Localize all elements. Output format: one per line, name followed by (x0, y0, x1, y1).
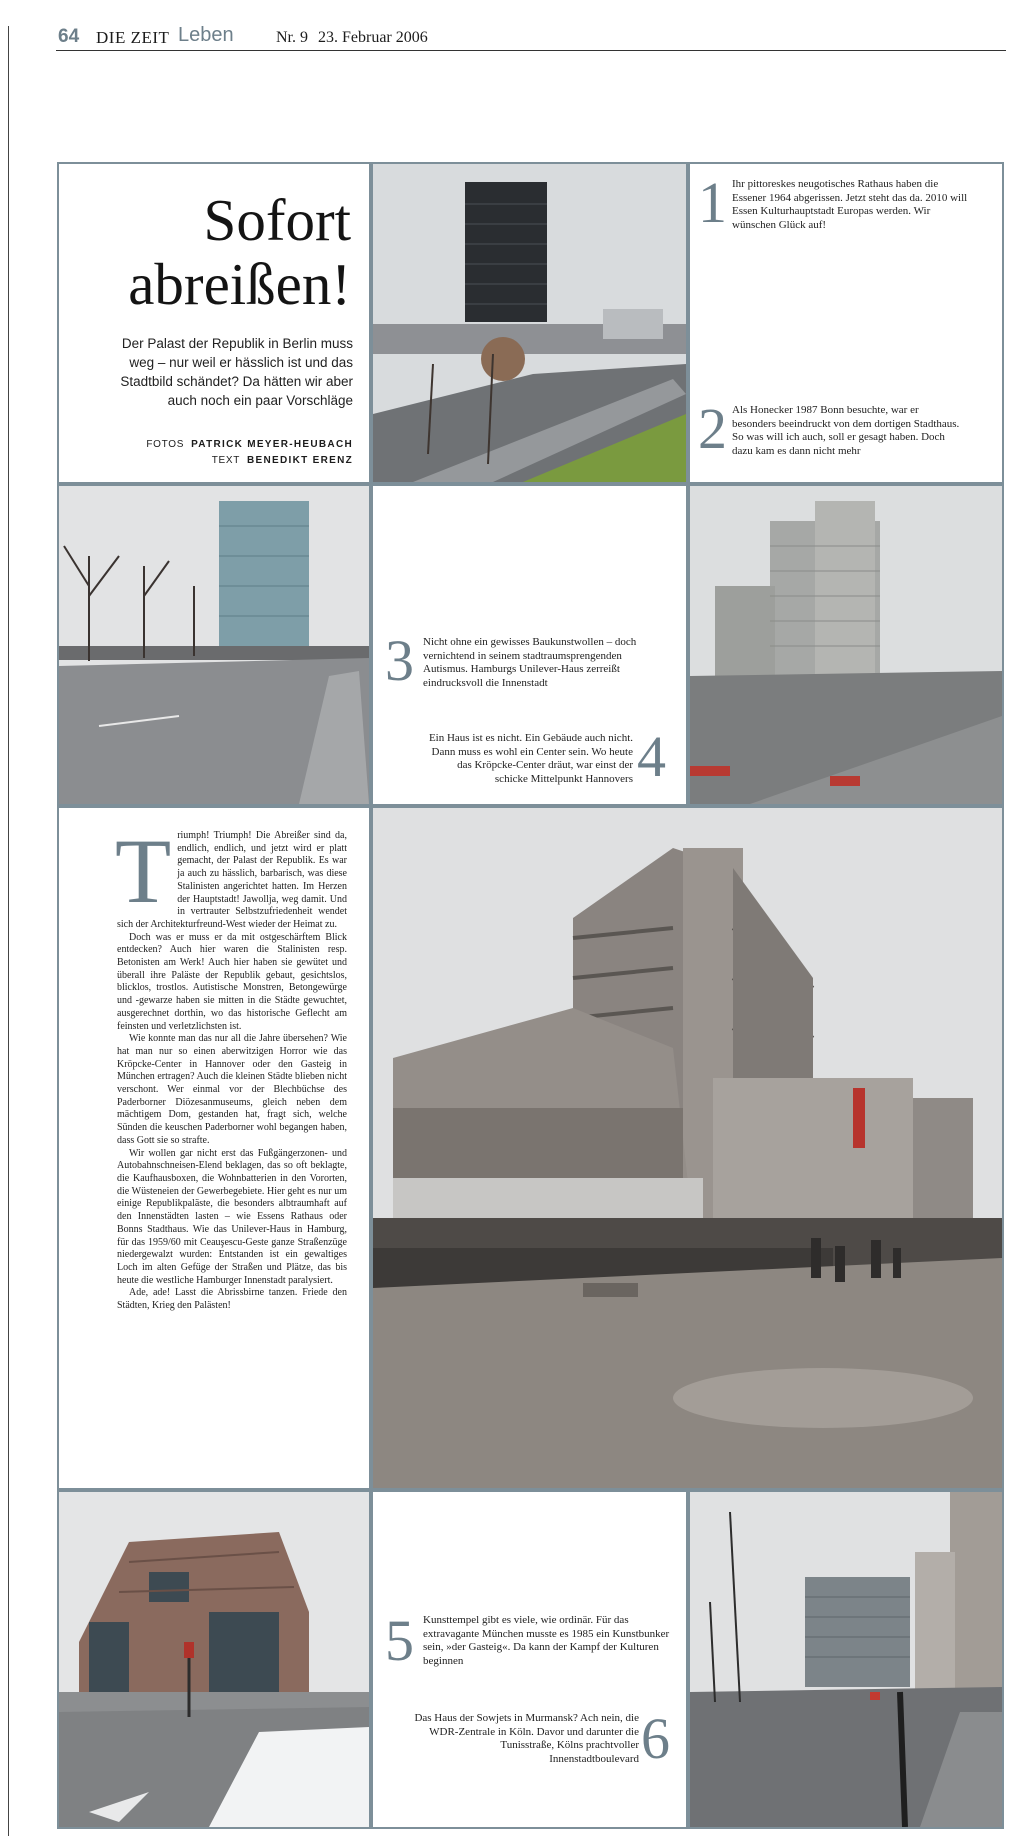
bonn-stadthaus-image (59, 486, 369, 804)
feature-title: Sofort abreißen! (128, 187, 351, 317)
caption-panel-3-4 (373, 486, 686, 804)
caption-3-number: 3 (385, 628, 414, 693)
caption-panel-1-2 (690, 164, 1002, 482)
article-body (115, 820, 347, 1313)
caption-2-text: Als Honecker 1987 Bonn besuchte, war er besonders beeindruckt von dem dortigen Stadthaus. So was will ich auch, soll er gesagt haben. Doch dazu kam es dann nicht mehr (732, 404, 960, 457)
hamburg-unilever-image (690, 486, 1002, 804)
kroepcke-center-image (373, 808, 1002, 1488)
page-header (56, 22, 1006, 51)
caption-5-text: Kunsttempel gibt es viele, wie ordinär. Für das extravagante München musste es 1985 ein Kunstbunker sein, »der Gasteig«. Da kann der Kampf der Kulturen beginnen (423, 1614, 670, 1667)
article-dropcap: T (115, 820, 172, 922)
photo-essen-rathaus (373, 164, 686, 482)
wdr-tower-image (690, 1492, 1002, 1827)
article-panel (59, 808, 369, 1488)
gasteig-image (59, 1492, 369, 1827)
issue-date: 23. Februar 2006 (318, 29, 428, 46)
caption-5-number: 5 (385, 1608, 414, 1673)
newspaper-name: DIE ZEIT (96, 28, 170, 47)
caption-6-number: 6 (641, 1706, 670, 1771)
text-credit: TEXT BENEDIKT ERENZ (211, 455, 353, 466)
section-name: Leben (178, 24, 234, 46)
caption-1-number: 1 (698, 170, 727, 235)
caption-1-text: Ihr pittoreskes neugotisches Rathaus haben die Essener 1964 abgerissen. Jetzt steht das da. 2010 will Essen Kulturhauptstadt Europas werden. Wir wünschen Glück auf! (732, 178, 968, 231)
photo-credit: FOTOS PATRICK MEYER-HEUBACH (146, 439, 353, 450)
photo-muenchen-gasteig (59, 1492, 369, 1827)
article-paragraph: Doch was er muss er da mit ostgeschärftem Blick entdecken? Auch hier waren die Stalinisten resp. Betonisten am Werk! Auch hier haben sie gewütet und überall ihre Paläste der Republik gebaut, gesichtslos, blicklos, trostlos. Autistische Monstren, Betongewürge und -gewarze haben sie mitten in die Städte gewuchtet, ausgerechnet dorthin, wo das historische Geflecht am feinsten und verletzlichsten ist. (117, 931, 347, 1032)
feature-grid (57, 162, 1004, 1829)
title-panel (59, 164, 369, 482)
article-paragraph: Wir wollen gar nicht erst das Fußgängerzonen- und Autobahnschneisen-Elend beklagen, das so oft beklagte, die Kaufhausboxen, die Wohnbatterien in den Vororten, die Wüsteneien der Gewerbegebiete. Hier geht es nur um einige Republikpaläste, die besonders albtraumhaft auf den Innenstädten lasten – wie Essens Rathaus oder Bonns Stadthaus. Wie das Unilever-Haus in Hamburg, für das 1959/60 mit Ceauşescu-Geste ganze Straßenzüge niedergewalzt wurden: Entstanden ist ein gewaltiges Loch im alten Gefüge der Straßen und Plätze, das bis heute die westliche Hamburger Innenstadt paralysiert. (117, 1147, 347, 1286)
article-paragraph: Ade, ade! Lasst die Abrissbirne tanzen. Friede den Städten, Krieg den Palästen! (117, 1287, 347, 1312)
caption-2-number: 2 (698, 396, 727, 461)
caption-panel-5-6 (373, 1492, 686, 1827)
issue-number: Nr. 9 (276, 29, 308, 46)
essen-rathaus-image (373, 164, 686, 482)
article-paragraph: riumph! Triumph! Die Abreißer sind da, endlich, endlich, und jetzt wird er platt gemacht, der Palast der Republik. Es war ja auch zu hässlich, barbarisch, was diese Stalinisten angerichtet hatten. Im Herzen der Hauptstadt! Jawollja, weg damit. Und in vertrauter Selbstzufriedenheit wendet sich der Architekturfreund-West wieder der Heimat zu. (117, 830, 347, 930)
caption-4-number: 4 (637, 724, 666, 789)
photo-hamburg-unilever (690, 486, 1002, 804)
page-margin-rule (8, 26, 9, 1836)
article-paragraph: Wie konnte man das nur all die Jahre übersehen? Wie hat man nur so einen aberwitzigen Horror wie das Kröpcke-Center in Hannover oder den Gasteig in München ertragen? Auch die kleinen Städte blieben nicht verschont. Wer einmal vor der Blechbüchse des Paderborner Diözesanmuseums, gleich neben dem mächtigem Dom, gestanden hat, fragt sich, welche Sünden die keuschen Paderborner wohl begangen haben, dass Gott sie so strafte. (117, 1033, 347, 1146)
feature-intro: Der Palast der Republik in Berlin muss weg – nur weil er hässlich ist und das Stadtbild schändet? Da hätten wir aber auch noch ein paar Vorschläge (120, 336, 353, 408)
caption-3-text: Nicht ohne ein gewisses Baukunstwollen – doch vernichtend in seinem stadtraumsprengenden Autismus. Hamburgs Unilever-Haus zerreißt eindrucksvoll die Innenstadt (423, 636, 637, 689)
photo-koeln-wdr (690, 1492, 1002, 1827)
photo-bonn-stadthaus (59, 486, 369, 804)
caption-4-text: Ein Haus ist es nicht. Ein Gebäude auch nicht. Dann muss es wohl ein Center sein. Wo heute das Kröpcke-Center dräut, war einst der schicke Mittelpunkt Hannovers (428, 732, 633, 785)
caption-6-text: Das Haus der Sowjets in Murmansk? Ach nein, die WDR-Zentrale in Köln. Davor und darunter die Tunisstraße, Kölns prachtvoller Innenstadtboulevard (414, 1712, 639, 1765)
photo-hannover-kroepcke-center (373, 808, 1002, 1488)
page-number: 64 (58, 26, 80, 47)
